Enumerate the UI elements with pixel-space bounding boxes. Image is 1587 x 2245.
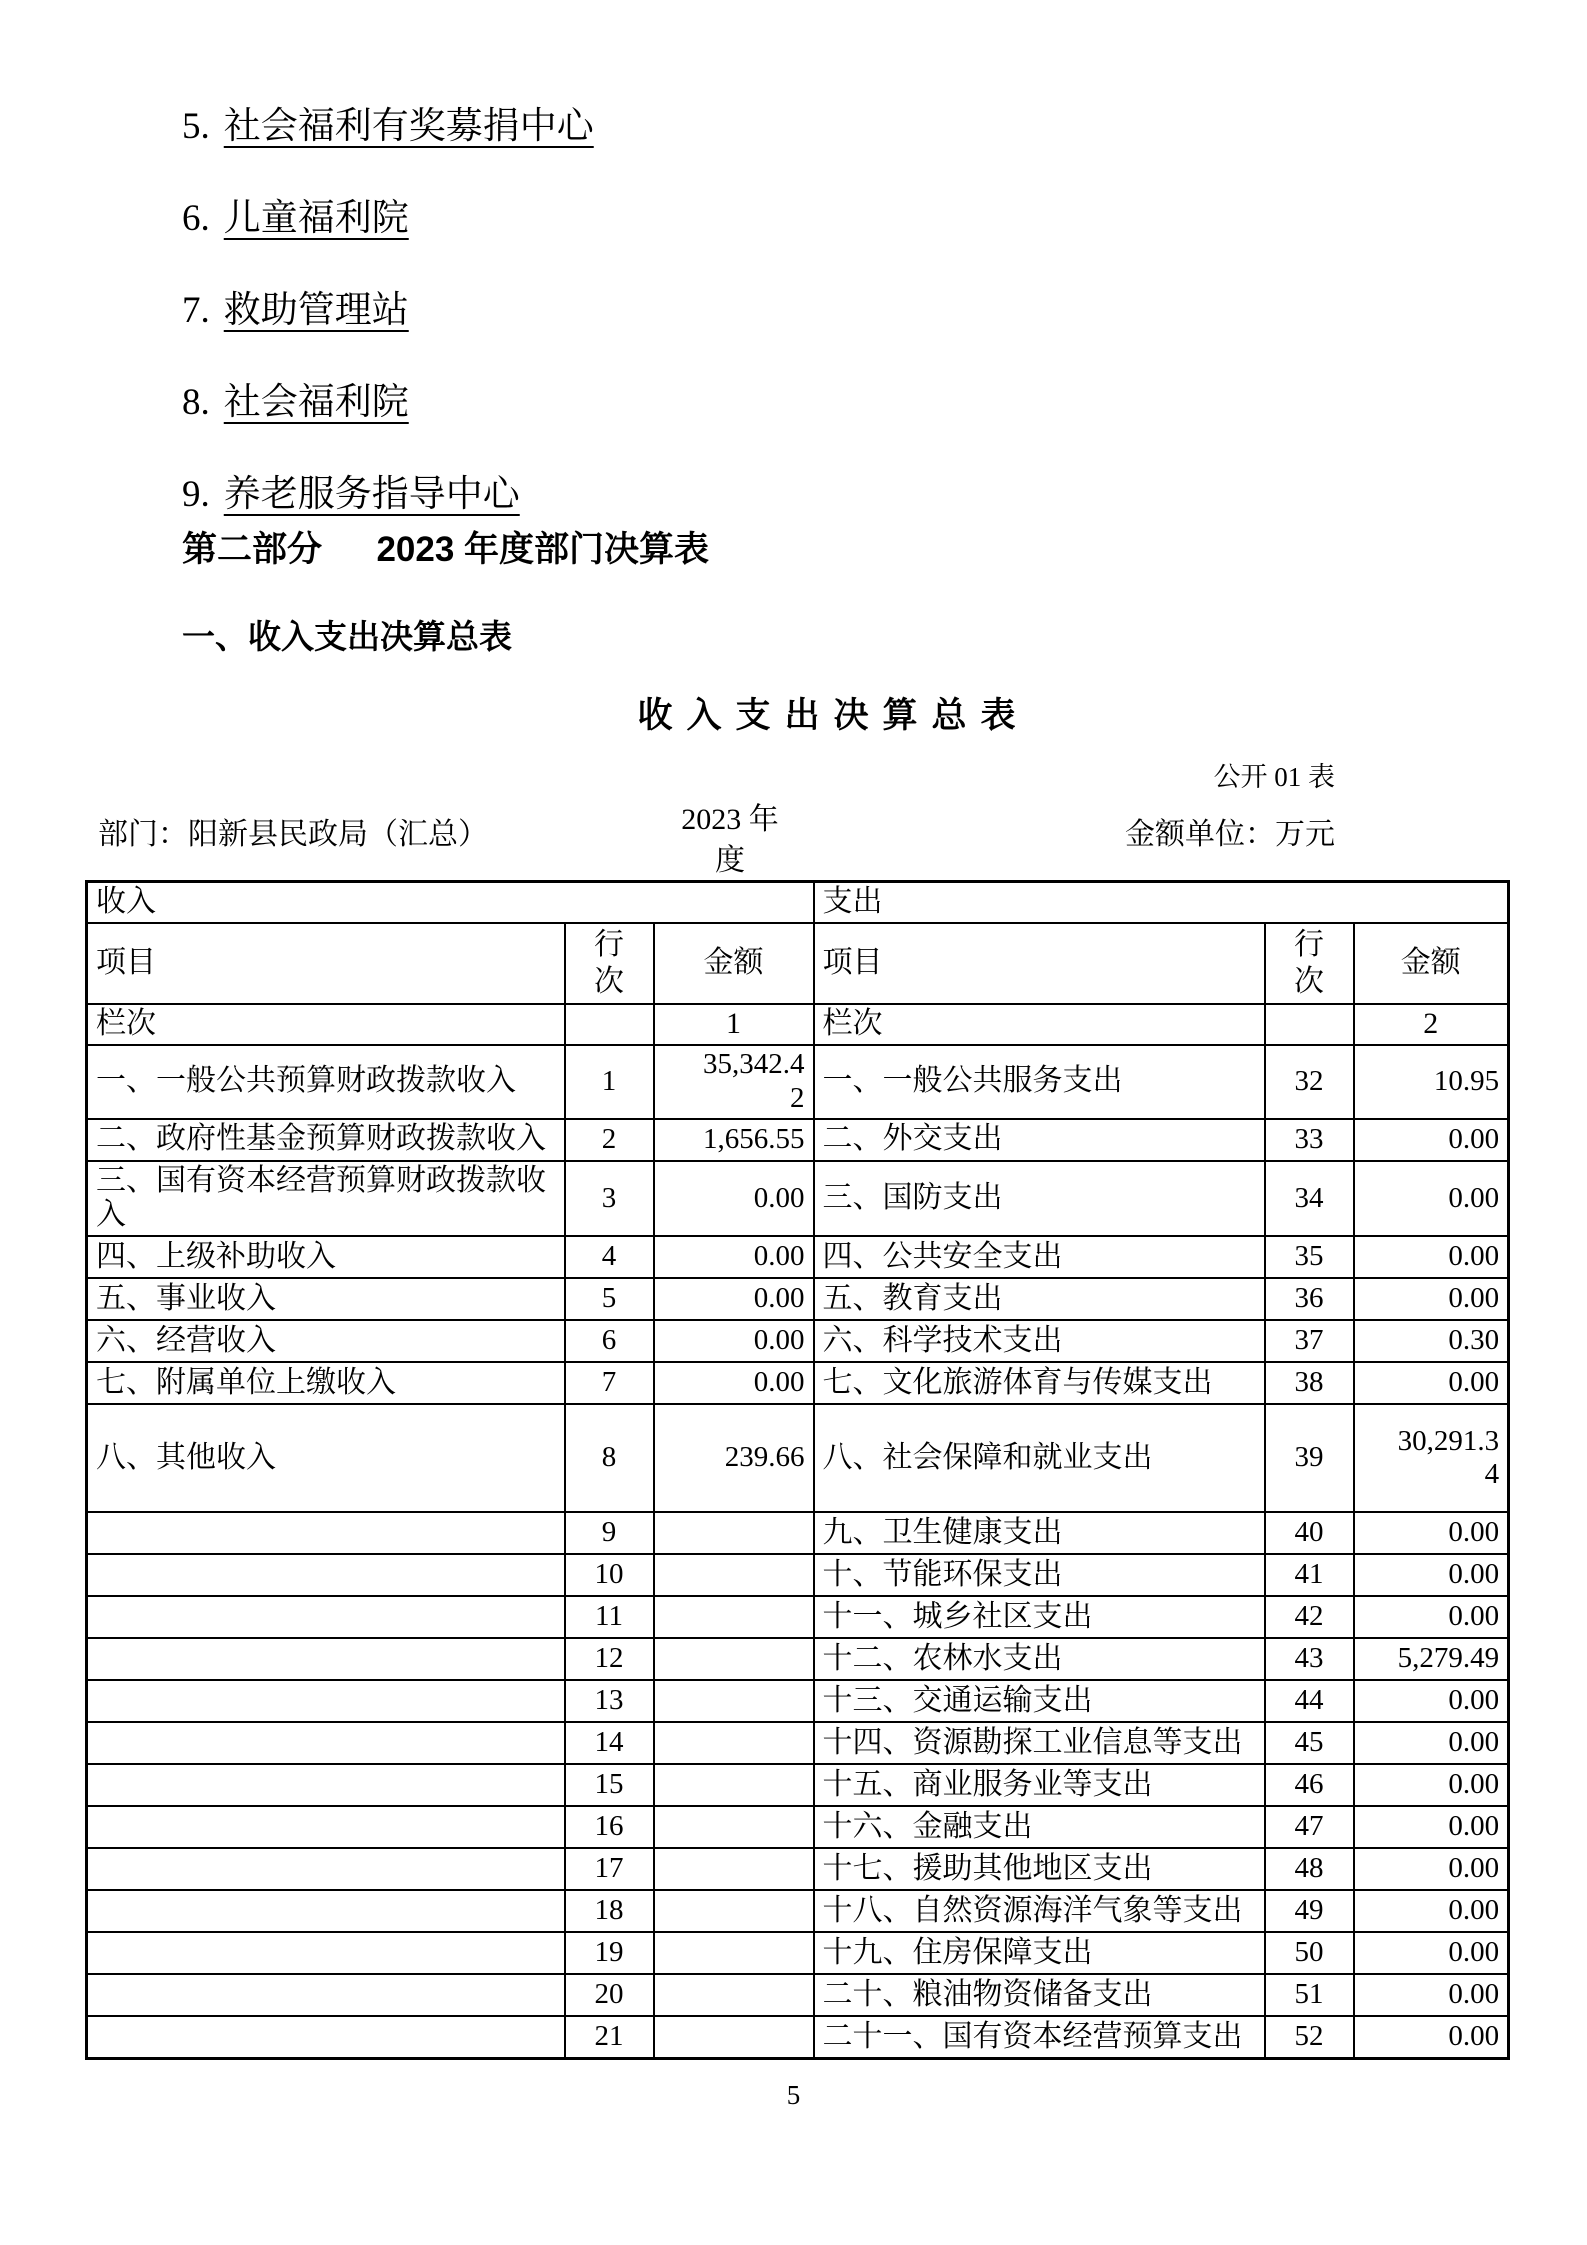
table-cell-expense-item: 二十、粮油物资储备支出: [814, 1974, 1265, 2016]
table-cell-expense-amount: [1354, 1554, 1509, 1596]
table-cell-income-item: 一、一般公共预算财政拨款收入: [87, 1045, 565, 1119]
table-row: [87, 1404, 1509, 1512]
table-cell-income-amount: [654, 2016, 814, 2058]
table-cell-income-amount: [654, 1932, 814, 1974]
table-cell-expense-item: 十三、交通运输支出: [814, 1680, 1265, 1722]
table-cell-expense-item: 三、国防支出: [814, 1161, 1265, 1237]
table-cell-income-rownum: 19: [565, 1932, 654, 1974]
table-row: [87, 1764, 1509, 1806]
list-item-text: 儿童福利院: [223, 198, 409, 239]
table-cell-income-rownum: 16: [565, 1806, 654, 1848]
table-cell-income-item: 二、政府性基金预算财政拨款收入: [87, 1119, 565, 1161]
table-cell-income-rownum: 3: [565, 1161, 654, 1237]
fiscal-year-label: [630, 799, 830, 881]
amount-value: 239.66: [724, 1441, 805, 1474]
table-cell-income-item: [87, 1512, 565, 1554]
table-cell-income-amount: [654, 1512, 814, 1554]
table-cell-income-item: [87, 2016, 565, 2058]
table-cell-income-item: 四、上级补助收入: [87, 1236, 565, 1278]
income-expense-table: [85, 880, 1510, 2060]
amount-value: 1,656.55: [703, 1122, 805, 1155]
expense-section-header: 支出: [814, 882, 1509, 923]
fiscal-year-line2: 度: [715, 844, 745, 877]
table-cell-income-amount: [654, 1638, 814, 1680]
table-cell-expense-rownum: 47: [1265, 1806, 1354, 1848]
amount-value: 0.00: [1448, 1558, 1500, 1591]
subordinate-unit-list: [182, 108, 594, 568]
subsection-heading: 一、收入支出决算总表: [182, 618, 512, 655]
department-label: 部门：阳新县民政局（汇总）: [98, 818, 488, 851]
table-cell-income-amount: [654, 1848, 814, 1890]
amount-value: 0.00: [1448, 1852, 1500, 1885]
table-body: [87, 1045, 1509, 2059]
table-cell-expense-item: 十六、金融支出: [814, 1806, 1265, 1848]
table-row: [87, 1119, 1509, 1161]
table-cell-expense-amount: [1354, 1236, 1509, 1278]
table-cell-income-rownum: 1: [565, 1045, 654, 1119]
table-row: [87, 1320, 1509, 1362]
table-row: [87, 2016, 1509, 2058]
table-row: [87, 1890, 1509, 1932]
table-cell-expense-amount: [1354, 1848, 1509, 1890]
table-row: [87, 1638, 1509, 1680]
amount-value: 0.00: [1448, 1282, 1500, 1315]
table-row: [87, 1236, 1509, 1278]
table-cell-income-amount: [654, 1890, 814, 1932]
table-cell-income-rownum: 7: [565, 1362, 654, 1404]
table-cell-income-rownum: 12: [565, 1638, 654, 1680]
table-cell-expense-amount: [1354, 1161, 1509, 1237]
column-index-row: [87, 1004, 1509, 1045]
table-cell-expense-amount: [1354, 1806, 1509, 1848]
table-cell-expense-rownum: 43: [1265, 1638, 1354, 1680]
list-item-number: 7.: [182, 290, 210, 331]
list-item: [182, 108, 594, 145]
list-item: [182, 200, 594, 237]
list-item: [182, 384, 594, 421]
table-cell-expense-rownum: 51: [1265, 1974, 1354, 2016]
table-cell-expense-rownum: 50: [1265, 1932, 1354, 1974]
table-cell-expense-rownum: 35: [1265, 1236, 1354, 1278]
rownum-header-text: 行次: [593, 927, 624, 999]
list-item-text: 救助管理站: [223, 290, 409, 331]
list-item: [182, 292, 594, 329]
table-row: [87, 1554, 1509, 1596]
table-cell-expense-item: 二十一、国有资本经营预算支出: [814, 2016, 1265, 2058]
table-cell-income-item: [87, 1974, 565, 2016]
table-cell-income-rownum: 2: [565, 1119, 654, 1161]
table-row: [87, 1278, 1509, 1320]
section-heading: 第二部分 2023 年度部门决算表: [182, 530, 710, 569]
table-cell-expense-rownum: 33: [1265, 1119, 1354, 1161]
table-cell-income-rownum: 11: [565, 1596, 654, 1638]
table-cell-expense-amount: [1354, 1974, 1509, 2016]
table-cell-income-item: 八、其他收入: [87, 1404, 565, 1512]
table-cell-income-rownum: 4: [565, 1236, 654, 1278]
table-cell-expense-item: 十八、自然资源海洋气象等支出: [814, 1890, 1265, 1932]
amount-value: 0.00: [1448, 1366, 1500, 1399]
table-cell-income-amount: [654, 1320, 814, 1362]
table-cell-expense-rownum: 40: [1265, 1512, 1354, 1554]
amount-value: 0.00: [1448, 1810, 1500, 1843]
table-row: [87, 1848, 1509, 1890]
amount-unit-label: 金额单位：万元: [1125, 818, 1335, 851]
table-cell-income-amount: [654, 1362, 814, 1404]
table-cell-income-rownum: 14: [565, 1722, 654, 1764]
table-cell-income-amount: [654, 1596, 814, 1638]
table-cell-income-rownum: 15: [565, 1764, 654, 1806]
table-cell-income-item: [87, 1680, 565, 1722]
amount-value: 10.95: [1433, 1064, 1500, 1097]
page-number: 5: [786, 2080, 801, 2110]
table-cell-expense-item: 九、卫生健康支出: [814, 1512, 1265, 1554]
table-cell-expense-amount: [1354, 1119, 1509, 1161]
expense-column-index: 2: [1354, 1004, 1509, 1045]
table-cell-income-amount: [654, 1680, 814, 1722]
amount-value: 5,279.49: [1397, 1642, 1500, 1675]
table-cell-expense-item: 五、教育支出: [814, 1278, 1265, 1320]
table-cell-expense-amount: [1354, 1638, 1509, 1680]
table-cell-income-amount: [654, 1722, 814, 1764]
table-cell-income-item: [87, 1638, 565, 1680]
table-cell-expense-amount: [1354, 1362, 1509, 1404]
table-cell-income-rownum: 6: [565, 1320, 654, 1362]
list-item-number: 6.: [182, 198, 210, 239]
table-cell-expense-rownum: 45: [1265, 1722, 1354, 1764]
list-item-number: 9.: [182, 474, 210, 515]
amount-value: 0.00: [753, 1282, 805, 1315]
list-item-number: 5.: [182, 106, 210, 147]
table-row: [87, 1932, 1509, 1974]
table-cell-expense-amount: [1354, 1722, 1509, 1764]
table-cell-expense-amount: [1354, 1890, 1509, 1932]
table-cell-expense-amount: [1354, 2016, 1509, 2058]
table-cell-expense-amount: [1354, 1680, 1509, 1722]
table-cell-income-item: [87, 1932, 565, 1974]
amount-value: 30,291.34: [1397, 1424, 1500, 1491]
income-amount-column-header: 金额: [654, 923, 814, 1004]
table-cell-expense-item: 十四、资源勘探工业信息等支出: [814, 1722, 1265, 1764]
table-cell-income-rownum: 8: [565, 1404, 654, 1512]
table-cell-income-item: 六、经营收入: [87, 1320, 565, 1362]
rownum-header-text: 行次: [1294, 927, 1325, 999]
table-row: [87, 1680, 1509, 1722]
amount-value: 0.00: [1448, 1894, 1500, 1927]
table-row: [87, 1974, 1509, 2016]
table-cell-expense-rownum: 41: [1265, 1554, 1354, 1596]
amount-value: 0.00: [1448, 1726, 1500, 1759]
table-cell-income-item: [87, 1596, 565, 1638]
table-cell-expense-rownum: 48: [1265, 1848, 1354, 1890]
table-cell-income-item: 三、国有资本经营预算财政拨款收入: [87, 1161, 565, 1237]
list-item: [182, 476, 594, 513]
table-cell-expense-amount: [1354, 1320, 1509, 1362]
table-cell-income-item: [87, 1848, 565, 1890]
table-cell-expense-amount: [1354, 1512, 1509, 1554]
amount-value: 0.00: [753, 1366, 805, 1399]
amount-value: 0.00: [1448, 1516, 1500, 1549]
table-cell-income-rownum: 21: [565, 2016, 654, 2058]
table-cell-expense-rownum: 32: [1265, 1045, 1354, 1119]
table-cell-income-item: [87, 1554, 565, 1596]
table-cell-expense-rownum: 34: [1265, 1161, 1354, 1237]
table-row: [87, 1512, 1509, 1554]
amount-value: 0.00: [1448, 2020, 1500, 2053]
table-cell-expense-rownum: 36: [1265, 1278, 1354, 1320]
amount-value: 0.00: [1448, 1978, 1500, 2011]
amount-value: 0.00: [1448, 1122, 1500, 1155]
income-column-index: 1: [654, 1004, 814, 1045]
table-cell-income-amount: [654, 1404, 814, 1512]
table-column-header-row: [87, 923, 1509, 1004]
amount-value: 0.00: [753, 1324, 805, 1357]
list-item-text: 社会福利院: [223, 382, 409, 423]
expense-item-column-header: 项目: [814, 923, 1265, 1004]
income-item-column-header: 项目: [87, 923, 565, 1004]
table-cell-income-amount: [654, 1806, 814, 1848]
table-cell-income-amount: [654, 1278, 814, 1320]
table-row: [87, 1362, 1509, 1404]
table-cell-income-amount: [654, 1119, 814, 1161]
table-cell-income-item: 七、附属单位上缴收入: [87, 1362, 565, 1404]
table-section-header-row: [87, 882, 1509, 923]
amount-value: 0.00: [1448, 1684, 1500, 1717]
list-item-number: 8.: [182, 382, 210, 423]
amount-value: 0.00: [1448, 1240, 1500, 1273]
table-row: [87, 1045, 1509, 1119]
expense-amount-column-header: 金额: [1354, 923, 1509, 1004]
amount-value: 0.00: [753, 1240, 805, 1273]
table-cell-expense-rownum: 49: [1265, 1890, 1354, 1932]
amount-value: 0.00: [753, 1181, 805, 1214]
expense-column-index-label: 栏次: [814, 1004, 1265, 1045]
income-column-index-label: 栏次: [87, 1004, 565, 1045]
income-rownum-column-header: [565, 923, 654, 1004]
table-cell-income-rownum: 9: [565, 1512, 654, 1554]
table-cell-income-item: [87, 1722, 565, 1764]
table-cell-income-rownum: 18: [565, 1890, 654, 1932]
income-section-header: 收入: [87, 882, 814, 923]
table-cell-income-amount: [654, 1236, 814, 1278]
table-cell-income-rownum: 20: [565, 1974, 654, 2016]
table-cell-expense-item: 七、文化旅游体育与传媒支出: [814, 1362, 1265, 1404]
table-cell-expense-amount: [1354, 1045, 1509, 1119]
table-cell-income-rownum: 13: [565, 1680, 654, 1722]
table-row: [87, 1596, 1509, 1638]
table-cell-expense-item: 十一、城乡社区支出: [814, 1596, 1265, 1638]
table-cell-income-rownum: 17: [565, 1848, 654, 1890]
table-cell-expense-rownum: 37: [1265, 1320, 1354, 1362]
table-cell-income-amount: [654, 1161, 814, 1237]
table-cell-expense-item: 二、外交支出: [814, 1119, 1265, 1161]
list-item-text: 养老服务指导中心: [223, 474, 520, 515]
table-cell-expense-rownum: 42: [1265, 1596, 1354, 1638]
table-cell-expense-rownum: 52: [1265, 2016, 1354, 2058]
amount-value: 0.00: [1448, 1600, 1500, 1633]
table-cell-expense-item: 十五、商业服务业等支出: [814, 1764, 1265, 1806]
table-code-label: 公开 01 表: [1213, 762, 1335, 792]
empty-cell: [565, 1004, 654, 1045]
list-item-text: 社会福利有奖募捐中心: [223, 106, 594, 147]
table-cell-income-item: [87, 1806, 565, 1848]
table-cell-expense-amount: [1354, 1596, 1509, 1638]
table-cell-expense-rownum: 39: [1265, 1404, 1354, 1512]
table-cell-expense-item: 十、节能环保支出: [814, 1554, 1265, 1596]
table-cell-income-item: [87, 1764, 565, 1806]
table-cell-expense-amount: [1354, 1932, 1509, 1974]
table-cell-expense-item: 一、一般公共服务支出: [814, 1045, 1265, 1119]
table-cell-income-amount: [654, 1045, 814, 1119]
table-cell-expense-rownum: 38: [1265, 1362, 1354, 1404]
expense-rownum-column-header: [1265, 923, 1354, 1004]
table-title: 收入支出决算总表: [637, 696, 1030, 735]
fiscal-year-line1: 2023 年: [681, 803, 779, 836]
table-cell-expense-amount: [1354, 1404, 1509, 1512]
table-cell-income-item: 五、事业收入: [87, 1278, 565, 1320]
table-cell-expense-item: 十九、住房保障支出: [814, 1932, 1265, 1974]
table-cell-expense-item: 十二、农林水支出: [814, 1638, 1265, 1680]
table-cell-income-rownum: 10: [565, 1554, 654, 1596]
table-cell-expense-amount: [1354, 1764, 1509, 1806]
table-cell-expense-item: 十七、援助其他地区支出: [814, 1848, 1265, 1890]
table-cell-expense-item: 六、科学技术支出: [814, 1320, 1265, 1362]
amount-value: 0.00: [1448, 1181, 1500, 1214]
table-row: [87, 1722, 1509, 1764]
table-cell-income-amount: [654, 1974, 814, 2016]
table-cell-income-rownum: 5: [565, 1278, 654, 1320]
table-cell-expense-rownum: 46: [1265, 1764, 1354, 1806]
amount-value: 0.00: [1448, 1768, 1500, 1801]
table-cell-income-amount: [654, 1764, 814, 1806]
empty-cell: [1265, 1004, 1354, 1045]
amount-value: 0.30: [1448, 1324, 1500, 1357]
table-row: [87, 1806, 1509, 1848]
table-cell-expense-amount: [1354, 1278, 1509, 1320]
table-cell-expense-item: 四、公共安全支出: [814, 1236, 1265, 1278]
table-cell-expense-item: 八、社会保障和就业支出: [814, 1404, 1265, 1512]
table-cell-expense-rownum: 44: [1265, 1680, 1354, 1722]
amount-value: 0.00: [1448, 1936, 1500, 1969]
table-cell-income-amount: [654, 1554, 814, 1596]
table-cell-income-item: [87, 1890, 565, 1932]
amount-value: 35,342.42: [703, 1047, 805, 1114]
table-row: [87, 1161, 1509, 1237]
